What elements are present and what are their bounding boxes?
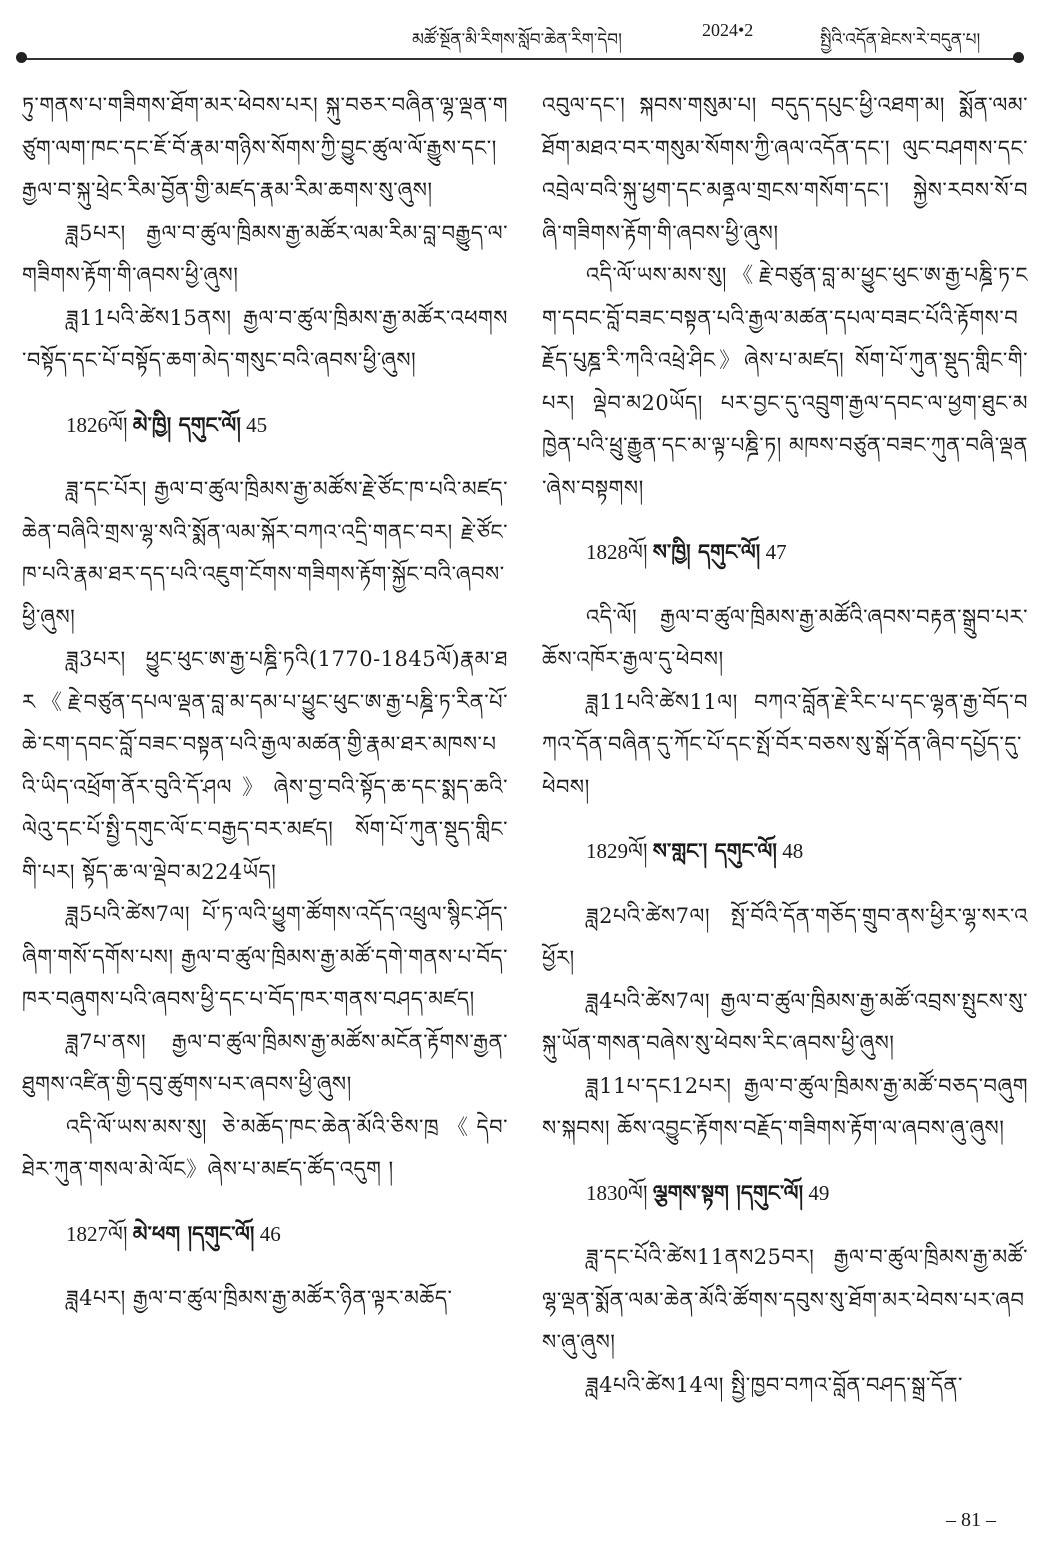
body-paragraph: ཏུ་གནས་པ་གཟིགས་ཐོག་མར་ཕེབས་པར། སྐུ་བཅར་བཞིན་ལྷ་ལྡན་གཙུག་ལག་ཁང་དང་ཇོ་བོ་རྣམ་གཉིས་སོགས་ཀྱི་བྱུང་ཚུལ་ལོ་རྒྱུས་དང་། རྒྱལ་བ་སྐུ་ཕྲེང་རིམ་བྱོན་གྱི་མཛད་རྣམ་རིམ་ཆགས་སུ་ཞུས།	[22, 93, 508, 202]
year-heading	[586, 1172, 1028, 1215]
heading-age: 49	[808, 1180, 830, 1205]
left-column	[22, 84, 508, 1320]
body-paragraph: ཟླ་དང་པོར། རྒྱལ་བ་ཚུལ་ཁྲིམས་རྒྱ་མཚོས་རྗེ་ཙོང་ཁ་པའི་མཛད་ཆེན་བཞིའི་གྲས་ལྷ་སའི་སྨོན་ལམ་སྐོར་བཀའ་འདྲི་གནང་བར། རྗེ་ཙོང་ཁ་པའི་རྣམ་ཐར་དད་པའི་འཇུག་ངོགས་གཟིགས་རྟོག་སྐྱོང་བའི་ཞབས་ཕྱི་ཞུས།	[22, 477, 508, 629]
heading-year: 1830ལོ།	[586, 1180, 648, 1205]
issue-number: 2024•2	[702, 20, 754, 40]
heading-year: 1826ལོ།	[66, 412, 128, 437]
heading-tibetan-label: མེ་ཁྱི། དགུང་ལོ།	[132, 411, 241, 437]
body-paragraph: ཟླ11པའི་ཚེས11ལ། བཀའ་བློན་རྗེ་རིང་པ་དང་ལྷན་རྒྱ་བོད་བཀའ་དོན་བཞིན་དུ་ཀོང་པོ་དང་སྤོ་བོར་བཅས་སུ་སྒོ་དོན་ཞིབ་དཔྱོད་དུ་ཕེབས།	[542, 689, 1028, 799]
body-paragraph: ཟླ11པའི་ཚེས15ནས། རྒྱལ་བ་ཚུལ་ཁྲིམས་རྒྱ་མཚོར་འཕགས་བསྟོད་དང་པོ་བསྟོད་ཆག་མེད་གསུང་བའི་ཞབས་ཕྱི་ཞུས།	[22, 305, 508, 372]
year-heading	[586, 531, 1028, 574]
heading-age: 46	[259, 1221, 281, 1246]
body-paragraph: ཟླ5པའི་ཚེས7ལ། པོ་ཏ་ལའི་ཕྱུག་ཚོགས་འདོད་འཕྲུལ་སྙིང་ཤོད་ཞིག་གསོ་དགོས་པས། རྒྱལ་བ་ཚུལ་ཁྲིམས་རྒྱ་མཚོ་དགེ་གནས་པ་བོད་ཁར་བཞུགས་པའི་ཞབས་ཕྱི་དང་པ་བོད་ཁར་གནས་བཤད་མཛད།	[22, 902, 508, 1011]
issue-section: སྤྱིའི་འདོན་ཐེངས་རེ་བདུན་པ།	[820, 30, 981, 50]
heading-age: 47	[765, 540, 787, 564]
year-heading	[66, 404, 508, 447]
heading-tibetan-label: ས་ཁྱི། དགུང་ལོ།	[652, 539, 761, 564]
body-paragraph: ཟླ4པའི་ཚེས14ལ། སྤྱི་ཁྱབ་བཀའ་བློན་བཤད་སྒྲ་དོན་	[586, 1372, 963, 1397]
journal-title: མཚོ་སྔོན་མི་རིགས་སློབ་ཆེན་རིག་དེབ།	[412, 30, 622, 50]
body-paragraph: ཟླ4པར། རྒྱལ་བ་ཚུལ་ཁྲིམས་རྒྱ་མཚོར་ཉིན་ལྟར་མཆོད་	[66, 1286, 453, 1310]
year-heading	[66, 1213, 508, 1256]
body-paragraph: འདི་ལོ་ཡས་མས་སུ། ཅེ་མཆོད་ཁང་ཆེན་མོའི་ཅིས་ཁྲ《དེབ་ཐེར་ཀུན་གསལ་མེ་ལོང》ཞེས་པ་མཛད་ཚོད་འདུག །	[22, 1114, 508, 1181]
header-rule-right-dot	[1013, 52, 1024, 63]
running-header	[0, 0, 1040, 62]
heading-tibetan-label: ལྕགས་སྟག །དགུང་ལོ།	[652, 1179, 804, 1205]
body-paragraph: ཟླ4པའི་ཚེས7ལ། རྒྱལ་བ་ཚུལ་ཁྲིམས་རྒྱ་མཚོ་འབྲས་སྤུངས་སུ་སྐུ་ཡོན་གསན་བཞེས་སུ་ཕེབས་རིང་ཞབས་ཕྱི་ཞུས།	[542, 988, 1028, 1055]
heading-year: 1829ལོ།	[586, 839, 648, 863]
year-heading	[586, 830, 1028, 873]
body-paragraph: འདི་ལོ། རྒྱལ་བ་ཚུལ་ཁྲིམས་རྒྱ་མཚོའི་ཞབས་བརྟན་སྒྲུབ་པར་ཆོས་འཁོར་རྒྱལ་དུ་ཕེབས།	[542, 604, 1028, 671]
heading-tibetan-label: མེ་ཕག །དགུང་ལོ།	[132, 1220, 255, 1246]
header-rule-left-dot	[16, 52, 27, 63]
body-paragraph: ཟླ7པ་ནས། རྒྱལ་བ་ཚུལ་ཁྲིམས་རྒྱ་མཚོས་མངོན་རྟོགས་རྒྱན་ཐུགས་འཛིན་གྱི་དབུ་ཚུགས་པར་ཞབས་ཕྱི་ཞུས།	[22, 1029, 508, 1096]
heading-age: 45	[246, 412, 268, 437]
body-paragraph: ཟླ5པར། རྒྱལ་བ་ཚུལ་ཁྲིམས་རྒྱ་མཚོར་ལམ་རིམ་བླ་བརྒྱུད་ལ་གཟིགས་རྟོག་གི་ཞབས་ཕྱི་ཞུས།	[22, 220, 508, 287]
body-paragraph: ཟླ2པའི་ཚེས7ལ། སྤོ་བོའི་དོན་གཅོད་གྲུབ་ནས་ཕྱིར་ལྷ་སར་འཕྱོར།	[542, 903, 1028, 970]
right-column	[542, 84, 1028, 1406]
body-paragraph: ཟླ3པར། ཕྱུང་ཕུང་ཨ་རྒྱ་པཎྜི་ཏའི(1770-1845ལོ)རྣམ་ཐར《རྗེ་བཙུན་དཔལ་ལྡན་བླ་མ་དམ་པ་ཕྱུང་ཕུང་ཨ་རྒྱ་པཎྜི་ཏ་རིན་པོ་ཆེ་ངག་དབང་བློ་བཟང་བསྟན་པའི་རྒྱལ་མཚན་གྱི་རྣམ་ཐར་མཁས་པའི་ཡིད་འཕྲོག་ནོར་བུའི་དོ་ཤལ》ཞེས་བྱ་བའི་སྟོད་ཆ་དང་སྨད་ཆའི་ལེའུ་དང་པོ་སྤྱི་དགུང་ལོ་ང་བརྒྱད་བར་མཛད། སོག་པོ་ཀུན་སྡུད་གླིང་གི་པར། སྟོད་ཆ་ལ་ལྡེབ་མ224ཡོད།	[22, 647, 508, 884]
header-rule	[22, 58, 1018, 60]
body-paragraph: འབུལ་དང་། སྐབས་གསུམ་པ། བདུད་དཔུང་ཕྱི་འཐག་མ། སྨོན་ལམ་ཐོག་མཐའ་བར་གསུམ་སོགས་ཀྱི་ཞལ་འདོན་དང་། ལུང་བཤགས་དང་འབྲེལ་བའི་སྐུ་ཕྱག་དང་མནྜལ་གྲངས་གསོག་དང་། སྐྱེས་རབས་སོ་བཞི་གཟིགས་རྟོག་གི་ཞབས་ཕྱི་ཞུས།	[542, 93, 1028, 245]
body-paragraph: ཟླ་དང་པོའི་ཚེས11ནས25བར། རྒྱལ་བ་ཚུལ་ཁྲིམས་རྒྱ་མཚོ་ལྷ་ལྡན་སྨོན་ལམ་ཆེན་མོའི་ཚོགས་དབུས་སུ་ཐོག་མར་ཕེབས་པར་ཞབས་ཞུ་ཞུས།	[542, 1245, 1028, 1354]
body-paragraph: འདི་ལོ་ཡས་མས་སུ།《རྗེ་བཙུན་བླ་མ་ཕྱུང་ཕུང་ཨ་རྒྱ་པཎྜི་ཏ་ངག་དབང་བློ་བཟང་བསྟན་པའི་རྒྱལ་མཚན་དཔལ་བཟང་པོའི་རྟོགས་བརྗོད་པུཎྜ་རི་ཀའི་འཕྲེ་ཤིང》ཞེས་པ་མཛད། སོག་པོ་ཀུན་སྡུད་གླིང་གི་པར། ལྡེབ་མ20ཡོད། པར་བྱང་དུ་འབྲུག་རྒྱལ་དབང་ལ་ཕྱག་ཐུང་མཁྱེན་པའི་ཕྲུ་རྒྱུན་དང་མ་ལྟ་པཎྜི་ཏ། མཁས་བཙུན་བཟང་ཀུན་བཞི་ལྡན་ཞེས་བསྟགས།	[542, 263, 1028, 500]
heading-year: 1828ལོ།	[586, 540, 648, 564]
heading-tibetan-label: ས་གླང་། དགུང་ལོ།	[652, 838, 777, 863]
body-paragraph: ཟླ11པ་དང12པར། རྒྱལ་བ་ཚུལ་ཁྲིམས་རྒྱ་མཚོ་བཅད་བཞུགས་སྐབས། ཆོས་འབྱུང་རྟོགས་བརྗོད་གཟིགས་རྟོག་ལ་ཞབས་ཞུ་ཞུས།	[542, 1073, 1028, 1140]
page-number: – 81 –	[946, 1509, 996, 1531]
heading-year: 1827ལོ།	[66, 1221, 128, 1246]
heading-age: 48	[782, 839, 804, 863]
